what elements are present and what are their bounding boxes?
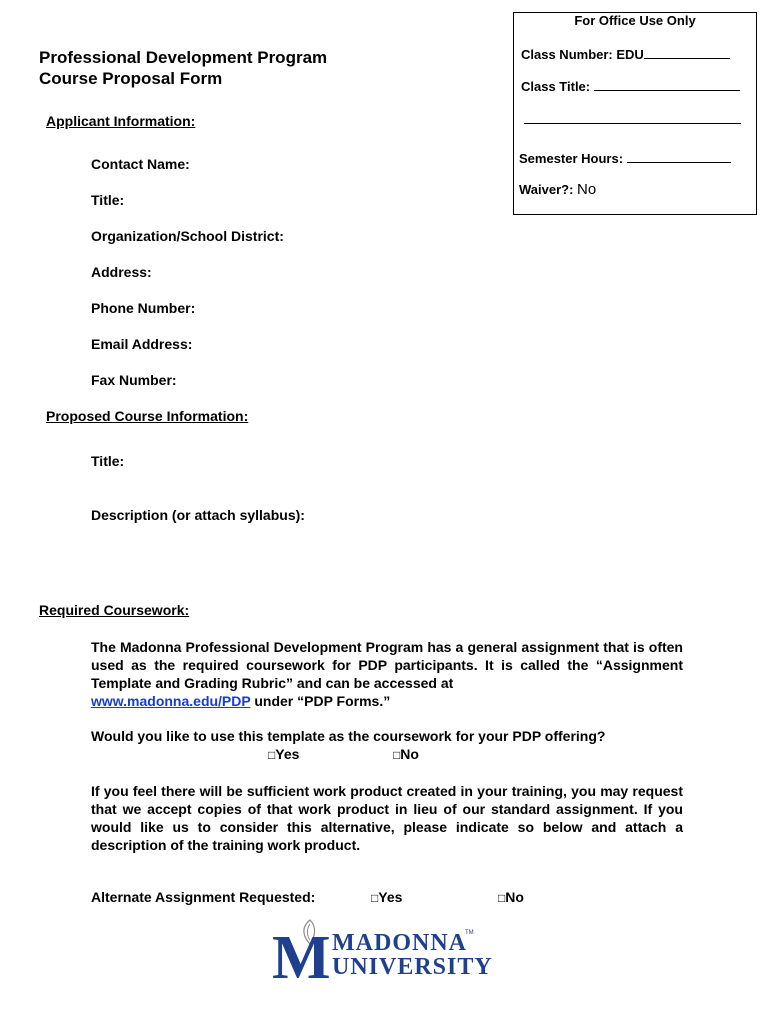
checkbox-icon[interactable]: □ — [371, 891, 379, 905]
template-paragraph — [91, 638, 683, 710]
semester-hours-field — [519, 150, 731, 166]
semester-hours-label: Semester Hours: — [519, 151, 624, 166]
class-title-label: Class Title: — [521, 79, 591, 94]
form-title-line2: Course Proposal Form — [39, 69, 223, 88]
waiver-field — [519, 181, 596, 198]
class-title-second-line[interactable] — [524, 123, 741, 124]
template-link-line — [91, 692, 683, 710]
required-coursework-heading: Required Coursework: — [39, 602, 190, 618]
alternate-yes-option[interactable] — [371, 889, 402, 905]
template-no-option[interactable] — [393, 746, 419, 762]
checkbox-icon[interactable]: □ — [498, 891, 506, 905]
template-yes-option[interactable] — [268, 746, 299, 762]
class-number-label: Class Number: EDU — [521, 47, 644, 62]
phone-number-label: Phone Number: — [91, 300, 196, 316]
address-label: Address: — [91, 264, 152, 280]
alternate-no-option[interactable] — [498, 889, 524, 905]
semester-hours-line[interactable] — [627, 150, 731, 163]
waiver-label: Waiver?: — [519, 182, 574, 197]
office-use-heading: For Office Use Only — [574, 13, 696, 28]
fax-number-label: Fax Number: — [91, 372, 177, 388]
template-question: Would you like to use this template as the coursework for your PDP offering? — [91, 728, 606, 744]
class-number-line[interactable] — [644, 46, 730, 59]
template-paragraph-tail: under “PDP Forms.” — [250, 693, 391, 709]
alternate-assignment-label: Alternate Assignment Requested: — [91, 889, 316, 905]
logo-line1: MADONNA — [332, 930, 467, 956]
class-title-field — [521, 78, 740, 94]
class-title-line[interactable] — [594, 78, 740, 91]
template-paragraph-text: The Madonna Professional Development Program has a general assignment that is often used as the required coursework for PDP participants. It is called the “Assignment Template and Grading Rubric” and can be accessed at — [91, 639, 683, 691]
applicant-info-heading: Applicant Information: — [46, 113, 196, 129]
alternate-yes-label: Yes — [378, 889, 403, 905]
contact-name-label: Contact Name: — [91, 156, 190, 172]
pdp-link[interactable]: www.madonna.edu/PDP — [91, 693, 251, 709]
course-title-label: Title: — [91, 453, 125, 469]
alternative-paragraph: If you feel there will be sufficient work product created in your training, you may request that we accept copies of that work product in lieu of our standard assignment. If you would like us to consider this alternative, please indicate so below and attach a description of the training work product. — [91, 783, 683, 853]
waiver-value[interactable]: No — [577, 181, 597, 198]
office-use-box — [513, 12, 757, 215]
template-yes-label: Yes — [275, 746, 300, 762]
madonna-university-logo — [270, 916, 510, 984]
email-address-label: Email Address: — [91, 336, 193, 352]
description-label: Description (or attach syllabus): — [91, 507, 305, 523]
checkbox-icon[interactable]: □ — [268, 748, 276, 762]
svg-text:M: M — [272, 924, 331, 984]
organization-label: Organization/School District: — [91, 228, 284, 244]
template-no-label: No — [400, 746, 419, 762]
form-title-line1: Professional Development Program — [39, 48, 328, 67]
logo-line2: UNIVERSITY — [332, 954, 493, 980]
applicant-title-label: Title: — [91, 192, 125, 208]
logo-trademark: TM — [465, 930, 474, 936]
class-number-field — [521, 46, 730, 62]
checkbox-icon[interactable]: □ — [393, 748, 401, 762]
alternate-no-label: No — [505, 889, 524, 905]
course-info-heading: Proposed Course Information: — [46, 408, 249, 424]
